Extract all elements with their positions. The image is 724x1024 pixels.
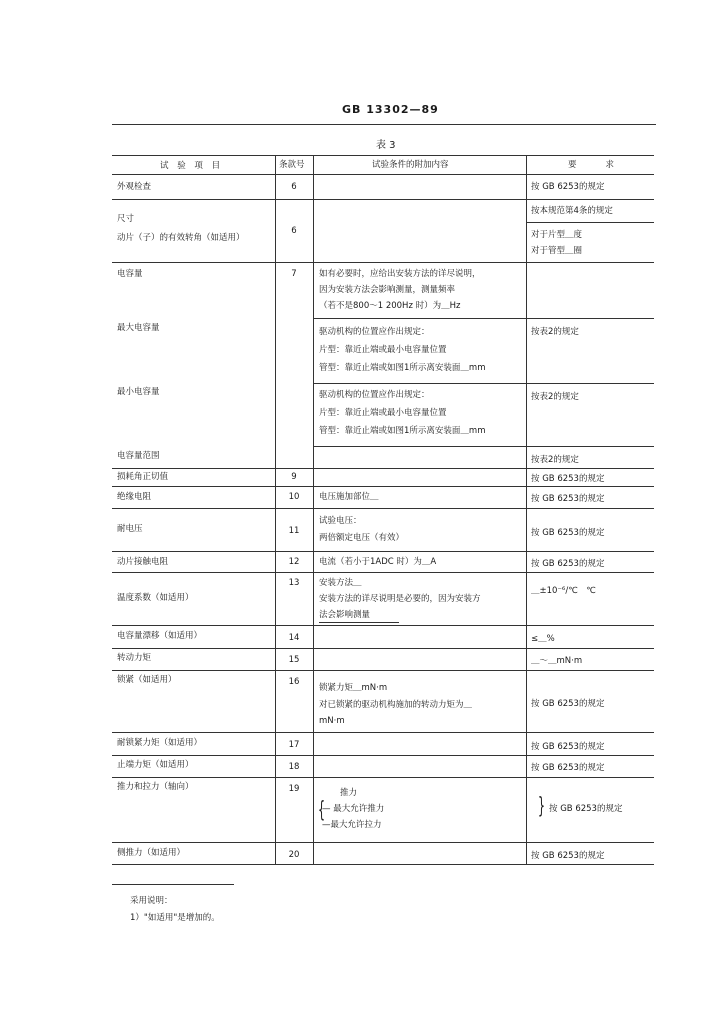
row-sep	[112, 648, 654, 649]
row-item-label: 动片接触电阻	[117, 557, 169, 567]
row-sep	[112, 670, 654, 671]
col-header-clause: 条款号	[279, 160, 305, 170]
row-requirement: ＿±10⁻⁶/℃ ℃	[531, 586, 596, 596]
row-clause-number: 6	[291, 182, 297, 192]
col-header-item: 试 验 项 目	[160, 161, 224, 171]
row-condition: 电流（若小于1ADC 时）为＿A	[319, 557, 437, 567]
row-item-label: 推力和拉力（轴向）	[117, 782, 194, 792]
footnote-label: 采用说明：	[130, 896, 173, 906]
row-item-label: 耐电压	[117, 524, 143, 534]
row-item-label: 最大电容量	[117, 323, 160, 333]
row-sep	[112, 732, 654, 733]
row-clause-number: 14	[288, 633, 300, 643]
row-item-label: 侧推力（如适用）	[117, 848, 186, 858]
row-clause-number: 10	[288, 492, 300, 502]
row-clause-number: 19	[288, 784, 300, 794]
footnote-text: 1）"如适用"是增加的。	[130, 913, 220, 923]
row-clause-number: 6	[291, 226, 297, 236]
row-requirement: 按 GB 6253的规定	[531, 474, 605, 484]
row-requirement: 按 GB 6253的规定	[531, 494, 605, 504]
row-condition: —最大允许拉力	[322, 820, 382, 830]
row-sep	[112, 842, 654, 843]
row-clause-number: 17	[288, 740, 300, 750]
row-condition: 管型：靠近止端或如图1所示离安装面＿mm	[319, 363, 486, 373]
table-top-rule	[112, 155, 654, 156]
row-item-label: 转动力矩	[117, 653, 152, 663]
standard-code: GB 13302—89	[342, 103, 439, 116]
row-sep	[112, 486, 654, 487]
col-header-requirement: 要 求	[568, 160, 619, 170]
row-sep	[112, 262, 654, 263]
row-requirement: 按 GB 6253的规定	[531, 699, 605, 709]
row-clause-number: 11	[288, 526, 300, 536]
row-condition: 片型：靠近止端或最小电容量位置	[319, 345, 447, 355]
table-header-rule	[112, 174, 654, 175]
row-condition: 电压施加部位＿	[319, 492, 379, 502]
row-item-label: 尺寸	[117, 214, 135, 224]
row-clause-number: 15	[288, 655, 300, 665]
row-clause-number: 18	[288, 762, 300, 772]
row-requirement: ≤＿%	[531, 634, 555, 644]
row-item-label: 止端力矩（如适用）	[117, 760, 194, 770]
row-requirement: }	[538, 794, 545, 819]
row-condition: 推力	[340, 788, 358, 798]
row-sep	[313, 318, 654, 319]
row-item-label: 损耗角正切值	[117, 472, 169, 482]
row-condition: 管型：靠近止端或如图1所示离安装面＿mm	[319, 426, 486, 436]
row-clause-number: 20	[288, 850, 300, 860]
row-condition: 安装方法＿	[319, 578, 362, 588]
row-sep	[112, 508, 654, 509]
row-clause-number: 7	[291, 269, 297, 279]
row-requirement: 按 GB 6253的规定	[531, 182, 605, 192]
row-requirement: 按表2的规定	[531, 327, 579, 337]
row-clause-number: 9	[291, 472, 297, 482]
row-sep	[112, 572, 654, 573]
row-sep	[112, 777, 654, 778]
row-item-label: 电容量	[117, 269, 143, 279]
row-sep	[112, 625, 654, 626]
row-item-label: 电容量漂移（如适用）	[117, 631, 203, 641]
row-requirement: 按 GB 6253的规定	[549, 804, 623, 814]
row-clause-number: 13	[288, 578, 300, 588]
row-condition: 驱动机构的位置应作出规定：	[319, 327, 430, 337]
row-condition: {	[318, 798, 325, 823]
row-requirement: 对于管型＿圈	[531, 246, 583, 256]
row-requirement: 按 GB 6253的规定	[531, 742, 605, 752]
row-item-label: 最小电容量	[117, 387, 160, 397]
row-item-label: 动片（子）的有效转角（如适用）	[117, 233, 245, 243]
row-requirement: 按 GB 6253的规定	[531, 559, 605, 569]
row-condition: 驱动机构的位置应作出规定：	[319, 390, 430, 400]
row-condition: 对已锁紧的驱动机构施加的转动力矩为＿	[319, 700, 473, 710]
row-requirement: 按 GB 6253的规定	[531, 528, 605, 538]
row-condition: 因为安装方法会影响测量，测量频率	[319, 285, 456, 295]
row-requirement: 按 GB 6253的规定	[531, 763, 605, 773]
row-item-label: 耐锁紧力矩（如适用）	[117, 738, 203, 748]
row-item-label: 外观检查	[117, 182, 152, 192]
row-condition: 如有必要时，应给出安装方法的详尽说明，	[319, 269, 481, 279]
row-clause-number: 12	[288, 557, 300, 567]
row-condition: 锁紧力矩＿mN·m	[319, 683, 388, 693]
table-title: 表 3	[376, 140, 396, 151]
row-sep	[112, 551, 654, 552]
underline-rule	[319, 622, 399, 623]
row-item-label: 电容量范围	[117, 451, 160, 461]
row-condition: 法会影响测量	[319, 610, 371, 620]
row-requirement: ＿～＿mN·m	[531, 656, 583, 666]
col-header-condition: 试验条件的附加内容	[372, 160, 449, 170]
row-item-label: 温度系数（如适用）	[117, 593, 194, 603]
row-item-label: 锁紧（如适用）	[117, 675, 177, 685]
row-item-label: 绝缘电阻	[117, 492, 152, 502]
row-condition: 试验电压：	[319, 516, 362, 526]
row-condition: 安装方法的详尽说明是必要的，因为安装方	[319, 594, 481, 604]
row-sep	[112, 199, 654, 200]
row-sep	[313, 383, 654, 384]
row-requirement: 按本规范第4条的规定	[531, 206, 613, 216]
row-requirement: 按表2的规定	[531, 392, 579, 402]
row-condition: mN·m	[319, 716, 345, 726]
row-condition: （若不是800～1 200Hz 时）为＿Hz	[319, 301, 461, 311]
row-condition: — 最大允许推力	[322, 804, 385, 814]
footnote-rule	[112, 884, 234, 885]
row-sep	[112, 755, 654, 756]
row-sep	[526, 222, 654, 223]
table-bottom-rule	[112, 864, 654, 865]
header-rule	[112, 124, 656, 125]
row-condition: 两倍额定电压（有效）	[319, 533, 405, 543]
row-requirement: 对于片型＿度	[531, 230, 583, 240]
row-requirement: 按表2的规定	[531, 455, 579, 465]
row-requirement: 按 GB 6253的规定	[531, 851, 605, 861]
row-sep	[313, 446, 654, 447]
row-sep	[112, 468, 654, 469]
row-condition: 片型：靠近止端或最小电容量位置	[319, 408, 447, 418]
row-clause-number: 16	[288, 677, 300, 687]
